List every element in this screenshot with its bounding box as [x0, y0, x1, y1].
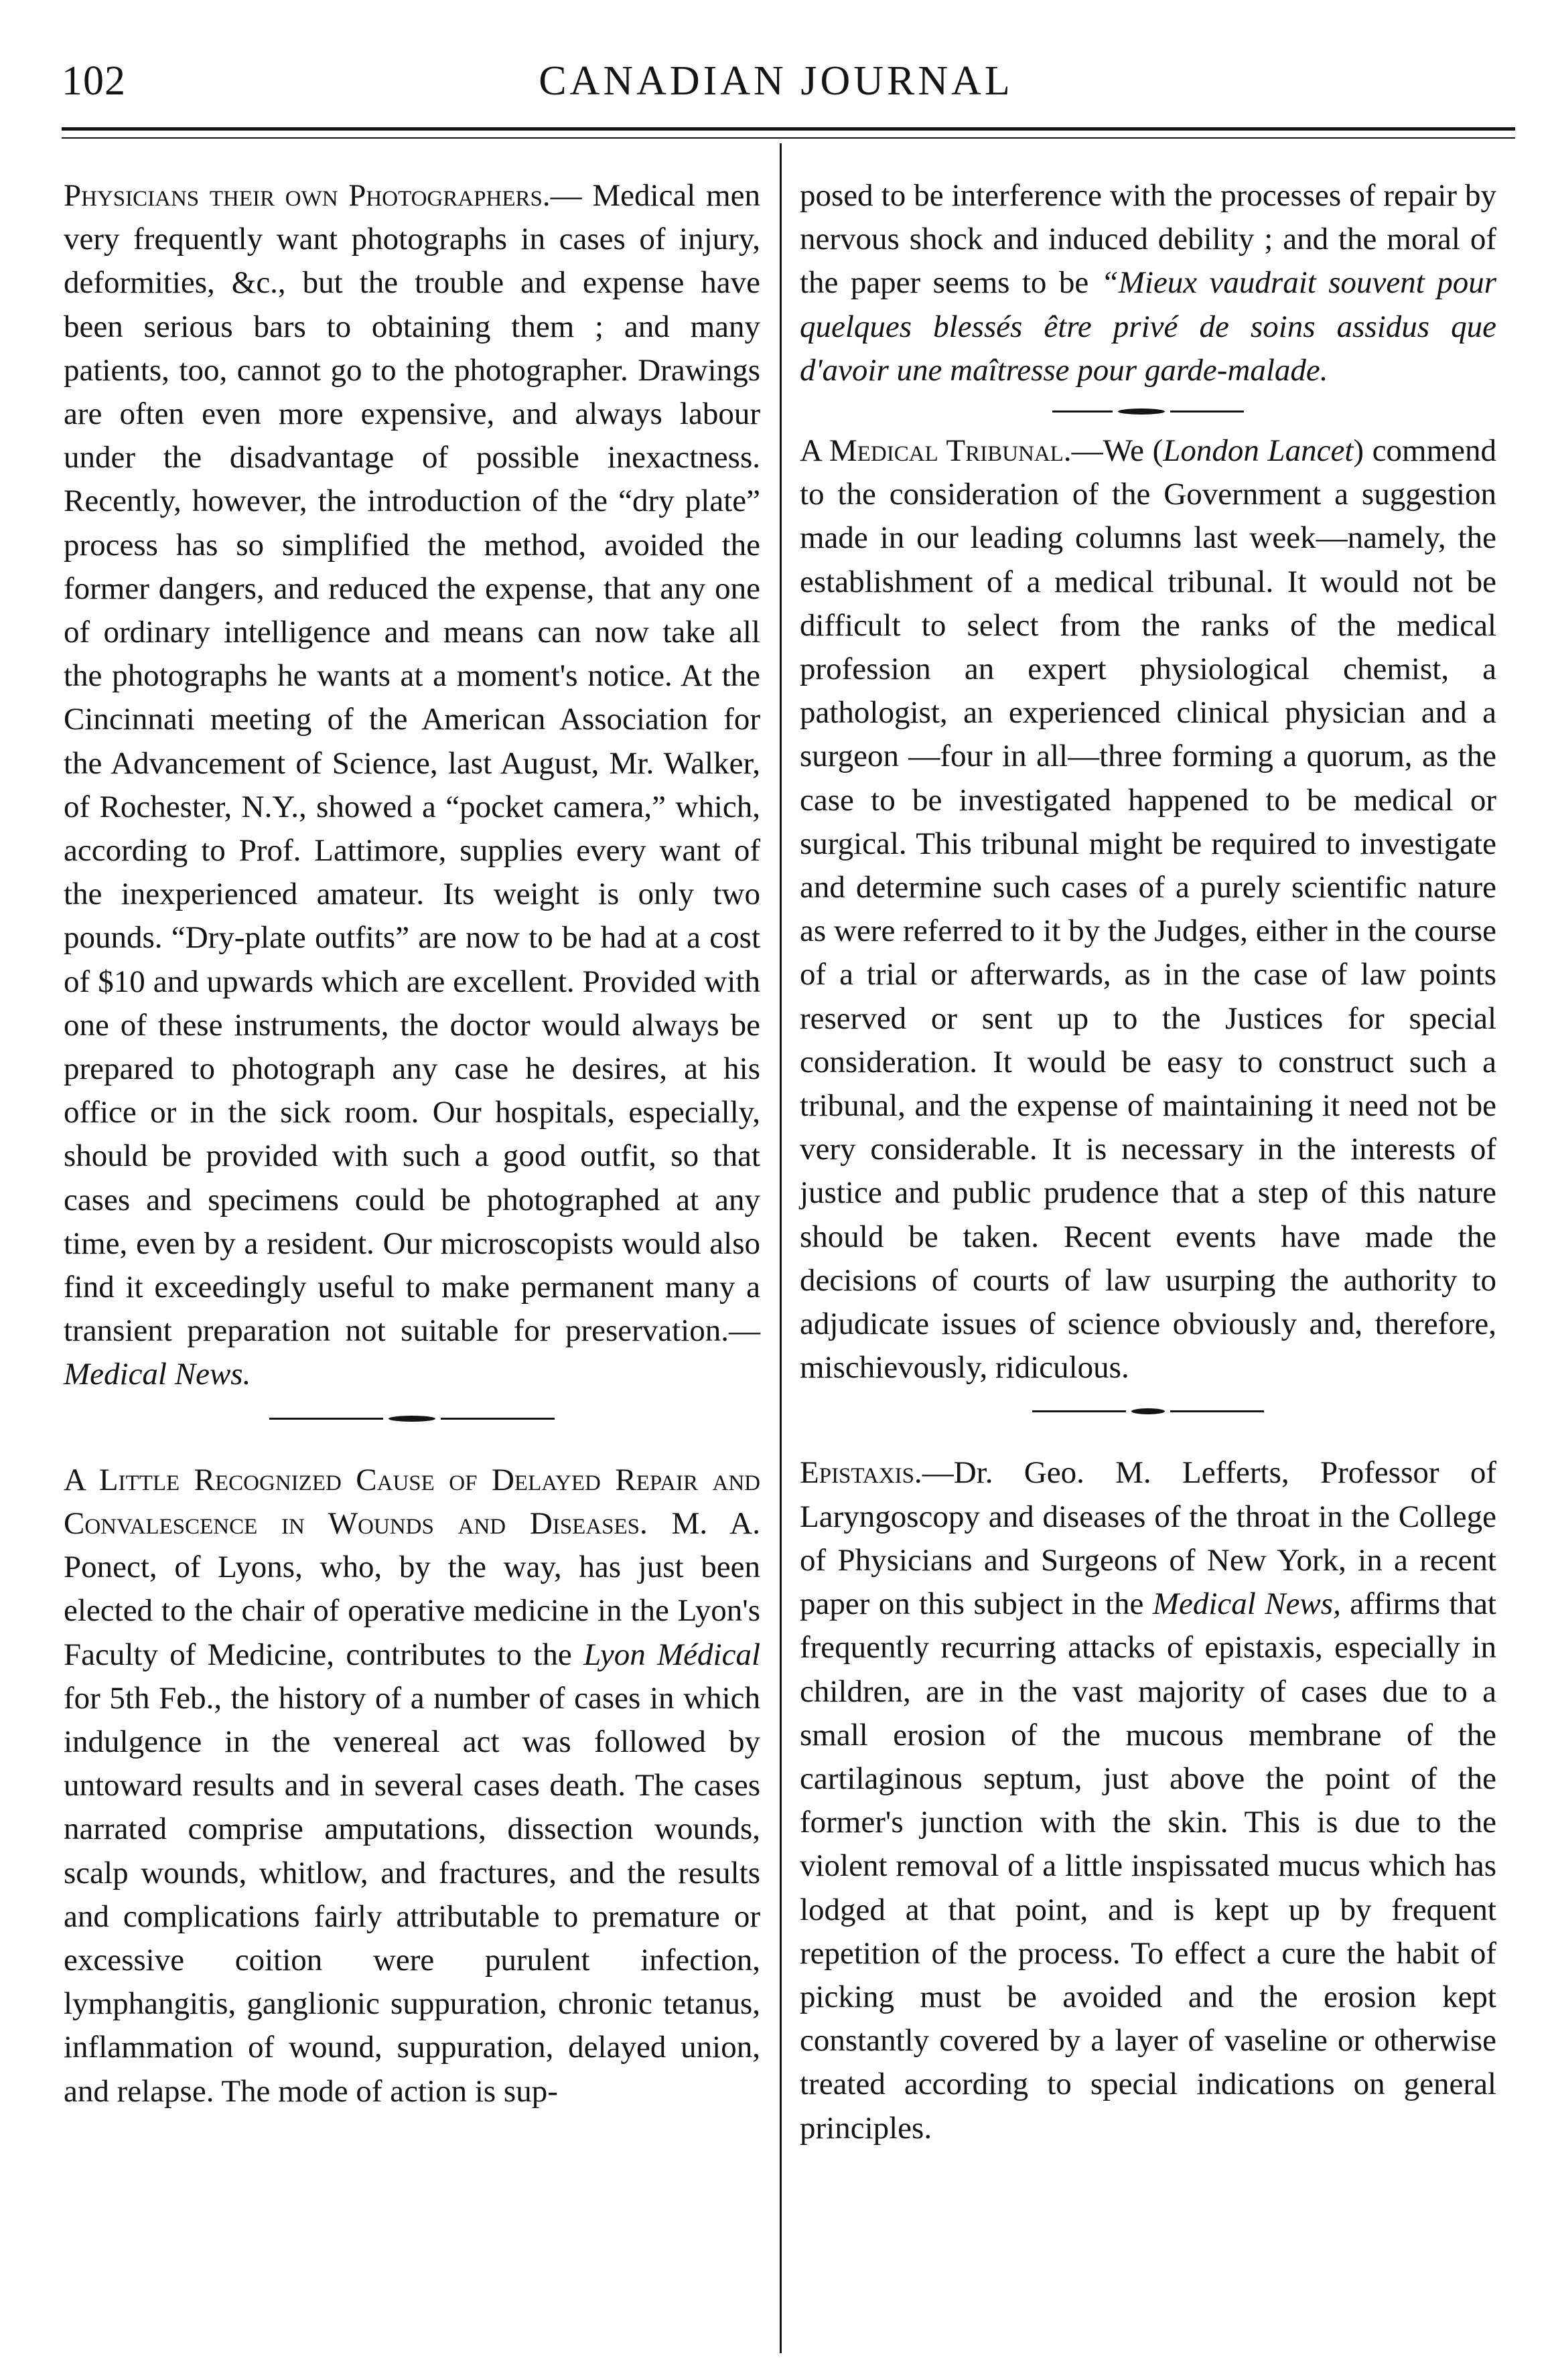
running-title: CANADIAN JOURNAL: [539, 58, 1013, 104]
article-body: —We (: [1071, 433, 1163, 469]
article-physicians-photographers: [64, 174, 760, 1397]
article-delayed-repair: [64, 1459, 760, 2113]
article-body: M. A. Ponect, of Lyons, who, by the way, has just been elected to the chair of operative medicine in the Lyon's Faculty of Medicine, contributes to the: [64, 1505, 761, 1672]
article-body: affirms that frequently recurring attacks of epistaxis, especially in children, are in the vast majority of cases due to a small erosion of the mucous membrane of the cartilaginous septum, just above the point of the former's junction with the skin. This is due to the violent removal of a little inspissated mucus which has lodged at that point, and is kept up by frequent repetition of the process. To effect a cure the habit of picking must be avoided and the erosion kept constantly covered by a layer of vaseline or otherwise treated according to special indications on general principles.: [800, 1586, 1496, 2146]
article-delayed-repair-continued: [800, 174, 1496, 392]
article-medical-tribunal: [800, 429, 1496, 1390]
article-separator: [64, 1416, 760, 1422]
article-heading: A Little Recognized Cause of Delayed Repair and Convalescence in Wounds and Diseases.: [64, 1462, 760, 1541]
french-quote: “Mieux vaudrait souvent pour quelques blessés être privé de soins assidus que d'avoir une maîtresse pour garde-malade.: [800, 265, 1496, 388]
article-heading: Physicians their own Photographers.—: [64, 178, 582, 213]
article-body: Medical men very frequently want photographs in cases of injury, deformities, &c., but the trouble and expense have been serious bars to obtaining them ; and many patients, too, cannot go to the photographer. Drawings are often even more expensive, and always labour under the disadvantage of possible inexactness. Recently, however, the introduction of the “dry plate” process has so simplified the method, avoided the former dangers, and reduced the expense, that any one of ordinary intelligence and means can now take all the photographs he wants at a moment's notice. At the Cincinnati meeting of the American Association for the Advancement of Science, last August, Mr. Walker, of Rochester, N.Y., showed a “pocket camera,” which, according to Prof. Lattimore, supplies every want of the inexperienced amateur. Its weight is only two pounds. “Dry-plate outfits” are now to be had at a cost of $10 and upwards which are excellent. Provided with one of these instruments, the doctor would always be prepared to photograph any case he desires, at his office or in the sick room. Our hospitals, especially, should be provided with such a good outfit, so that cases and specimens could be photographed at any time, even by a resident. Our microscopists would also find it exceedingly useful to make permanent many a transient preparation not suitable for preservation.—: [64, 178, 760, 1349]
article-source: London Lancet: [1163, 433, 1354, 469]
right-column: [800, 174, 1496, 2150]
journal-title: Medical News,: [1152, 1586, 1341, 1622]
article-heading: A Medical Tribunal.: [800, 433, 1072, 469]
article-heading: Epistaxis.: [800, 1455, 922, 1491]
column-divider: [780, 143, 782, 2353]
header-rule-thin: [62, 137, 1515, 139]
article-body: —Dr. Geo. M. Lefferts, Professor of Laryngoscopy and diseases of the throat in the College of Physicians and Surgeons of New York, in a recent paper on this subject in the: [800, 1455, 1496, 1622]
article-source: Medical News.: [64, 1357, 251, 1392]
article-body: posed to be interference with the processes of repair by nervous shock and induced debility ; and the moral of the paper seems to be: [800, 178, 1496, 301]
page-header: [0, 0, 1552, 147]
article-body: for 5th Feb., the history of a number of cases in which indulgence in the venereal act was followed by untoward results and in several cases death. The cases narrated comprise amputations, dissection wounds, scalp wounds, whitlow, and fractures, and the results and complications fairly attributable to premature or excessive coition were purulent infection, lymphangitis, ganglionic suppuration, chronic tetanus, inflammation of wound, suppuration, delayed union, and relapse. The mode of action is sup-: [64, 1680, 760, 2109]
article-body: ) commend to the consideration of the Government a suggestion made in our leading columns last week—namely, the establishment of a medical tribunal. It would not be difficult to select from the ranks of the medical profession an expert physiological chemist, a pathologist, an experienced clinical physician and a surgeon —four in all—three forming a quorum, as the case to be investigated happened to be medical or surgical. This tribunal might be required to investigate and determine such cases of a purely scientific nature as were referred to it by the Judges, either in the course of a trial or afterwards, as in the case of law points reserved or sent up to the Justices for special consideration. It would be easy to construct such a tribunal, and the expense of maintaining it need not be very considerable. It is necessary in the interests of justice and public prudence that a step of this nature should be taken. Recent events have made the decisions of courts of law usurping the authority to adjudicate issues of science obviously and, therefore, mischievously, ridiculous.: [800, 433, 1496, 1386]
header-rule-thick: [62, 127, 1515, 131]
article-separator: [800, 1408, 1496, 1414]
page-number: 102: [62, 58, 126, 104]
article-separator: [800, 408, 1496, 415]
article-epistaxis: [800, 1451, 1496, 2150]
journal-title: Lyon Médical: [583, 1637, 761, 1672]
left-column: [64, 174, 760, 2113]
